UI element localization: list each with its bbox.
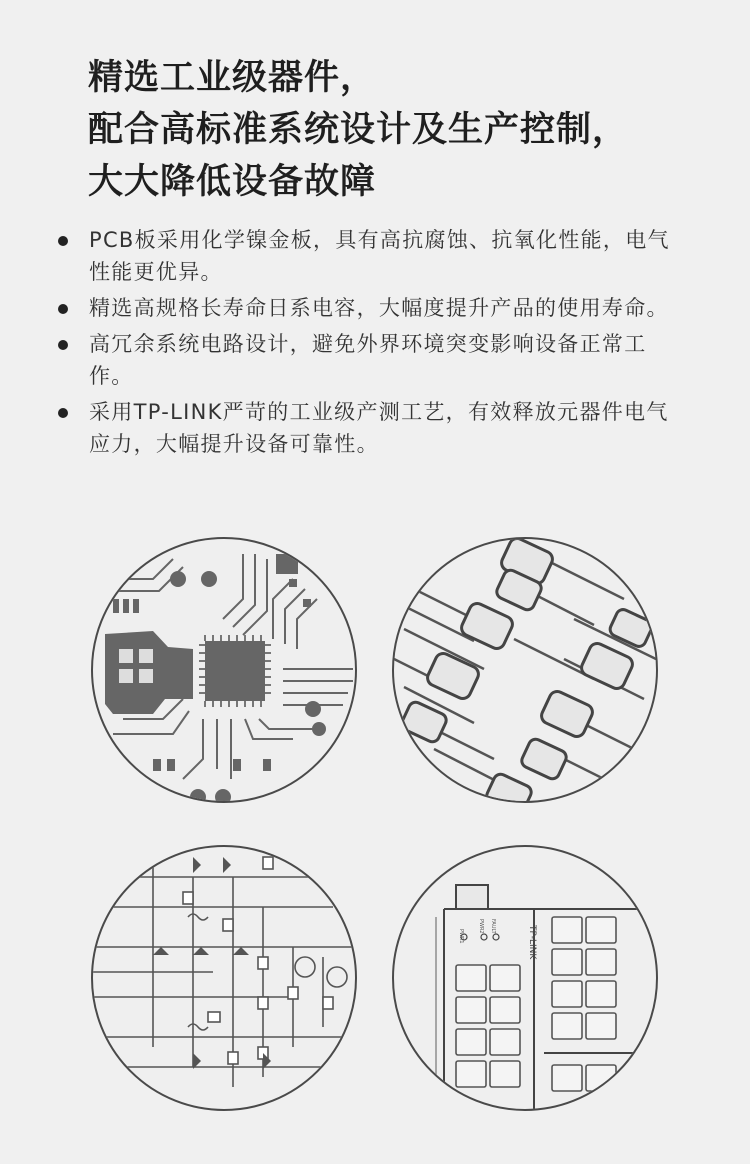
headline-line-2: 配合高标准系统设计及生产控制，: [88, 110, 629, 150]
bullet-dot-icon: [58, 304, 68, 314]
bullet-dot-icon: [58, 340, 68, 350]
feature-list: [58, 224, 678, 464]
feature-text: PCB板采用化学镍金板，具有高抗腐蚀、抗氧化性能，电气性能更优异。: [89, 228, 670, 284]
headline: [88, 52, 708, 208]
capacitors-illustration: [392, 537, 658, 803]
headline-line-1: 精选工业级器件，: [88, 58, 377, 98]
feature-text: 高冗余系统电路设计，避免外界环境突变影响设备正常工作。: [89, 332, 647, 388]
industrial-switch-illustration: [392, 845, 658, 1111]
bullet-dot-icon: [58, 236, 68, 246]
led-label-fault: FAULT: [490, 919, 496, 934]
circuit-schematic-illustration: [91, 845, 357, 1111]
pcb-board-illustration: [91, 537, 357, 803]
feature-item-testing: [58, 396, 678, 460]
feature-item-redundancy: [58, 328, 678, 392]
headline-line-3: 大大降低设备故障: [88, 162, 377, 202]
feature-text: 采用TP-LINK严苛的工业级产测工艺，有效释放元器件电气应力，大幅提升设备可靠性。: [89, 400, 669, 456]
bullet-dot-icon: [58, 408, 68, 418]
led-label-pwr1: PWR1: [458, 929, 464, 944]
feature-text: 精选高规格长寿命日系电容，大幅度提升产品的使用寿命。: [89, 296, 669, 320]
feature-item-capacitor: [58, 292, 678, 324]
led-label-pwr2: PWR2: [478, 919, 484, 934]
feature-item-pcb: [58, 224, 678, 288]
switch-brand-label: TP-LINK: [527, 925, 537, 960]
